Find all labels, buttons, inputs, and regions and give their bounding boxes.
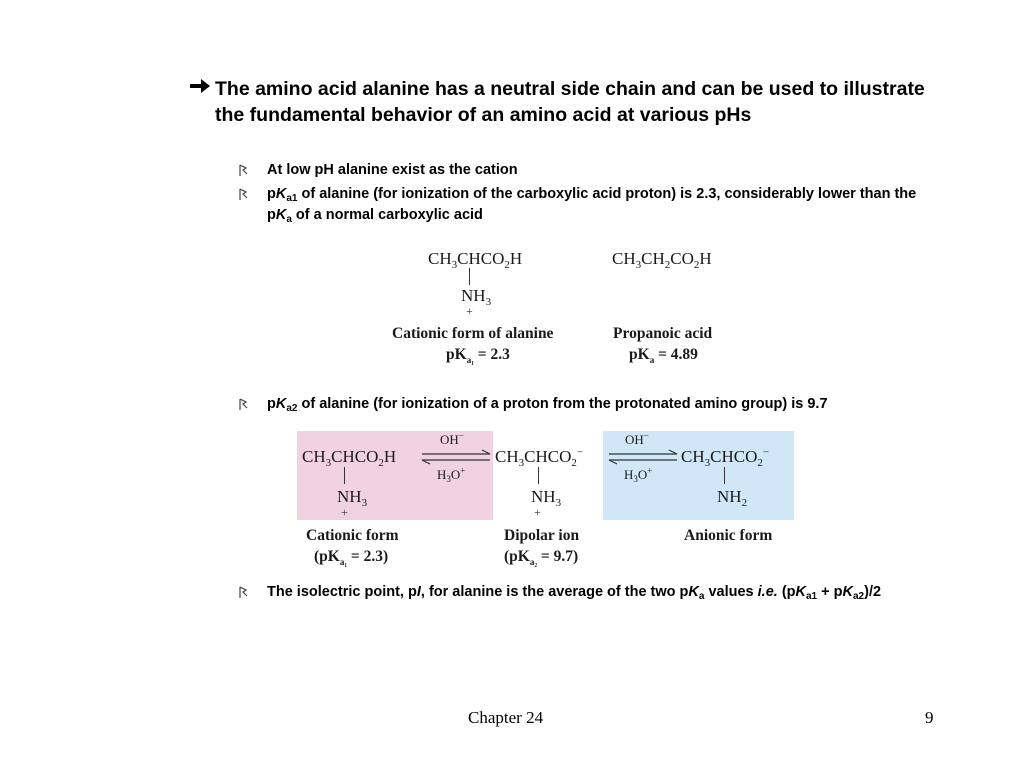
eq-cation-amine: $NH_3$ (337, 487, 368, 509)
caption-cationic-pka: $(pK_{a_1} = 2.3)$ (314, 548, 389, 567)
main-bullet (189, 76, 929, 128)
cation-formula: $CH_3CHCO_2H$ (428, 249, 523, 271)
eq-dipolar-amine: $NH_3$ (531, 487, 562, 509)
charge-plus: + (534, 505, 541, 519)
charge-plus: + (466, 304, 473, 318)
reagent-oh: OH− (440, 430, 464, 447)
eq-dipolar-formula: $CH_3CHCO_2^-$ (495, 446, 584, 469)
equilibrium-arrows-icon (607, 449, 679, 465)
eq-cation-formula: $CH_3CHCO_2H$ (302, 447, 397, 469)
footer-page-number: 9 (925, 708, 934, 727)
cation-amine: $NH_3$ (461, 286, 492, 308)
propanoic-formula: $CH_3CH_2CO_2H$ (612, 249, 712, 271)
eq-anion-amine: $NH_2$ (717, 487, 748, 509)
caption-dipolar-ion: Dipolar ion (504, 527, 580, 544)
caption-pka-propanoic: $pK_a = 4.89$ (629, 346, 698, 365)
footer-chapter: Chapter 24 (468, 708, 544, 727)
bond-line (469, 268, 470, 285)
bond-line (724, 467, 725, 484)
sub-bullet-pka1: $pK_{a1}$ of alanine (for ionization of the carboxylic acid proton) is 2.3, considerably lower than the $pK_a$ of a normal carboxylic acid (238, 184, 928, 226)
pointer-bullet-icon (238, 188, 249, 201)
caption-pka1: $pK_{a_1} = 2.3$ (446, 346, 510, 365)
eq-anion-formula: $CH_3CHCO_2^-$ (681, 446, 770, 469)
pointer-bullet-icon (238, 398, 249, 411)
reagent-h3o: $H_3O^+$ (624, 465, 653, 484)
caption-cationic-alanine: Cationic form of alanine (392, 325, 554, 342)
charge-plus: + (341, 505, 348, 519)
bond-line (344, 467, 345, 484)
reagent-h3o: $H_3O^+$ (437, 465, 466, 484)
main-bullet-text: The amino acid alanine has a neutral side chain and can be used to illustrate the fundamental behavior of an amino acid at various pHs (215, 78, 925, 126)
bond-line (538, 467, 539, 484)
pointer-bullet-icon (238, 586, 249, 599)
caption-propanoic: Propanoic acid (613, 325, 713, 342)
caption-cationic-form: Cationic form (306, 527, 399, 544)
arrow-bullet-icon (189, 76, 211, 103)
sub-bullet-pka2: $pK_{a2}$ of alanine (for ionization of a proton from the protonated amino group) is 9.7 (238, 394, 928, 415)
sub-bullet-text: At low pH alanine exist as the cation (267, 162, 518, 178)
caption-anionic-form: Anionic form (684, 527, 773, 544)
sub-bullet-isoelectric: The isolectric point, pI, for alanine is the average of the two $pK_a$ values i.e. $(pK_{a1} + pK_{a2})/2$ (238, 582, 928, 603)
pointer-bullet-icon (238, 164, 249, 177)
sub-bullet-low-ph (238, 160, 928, 181)
reagent-oh: OH− (625, 430, 649, 447)
equilibrium-arrows-icon (420, 449, 492, 465)
caption-dipolar-pka: $(pK_{a_2} = 9.7)$ (504, 548, 579, 567)
